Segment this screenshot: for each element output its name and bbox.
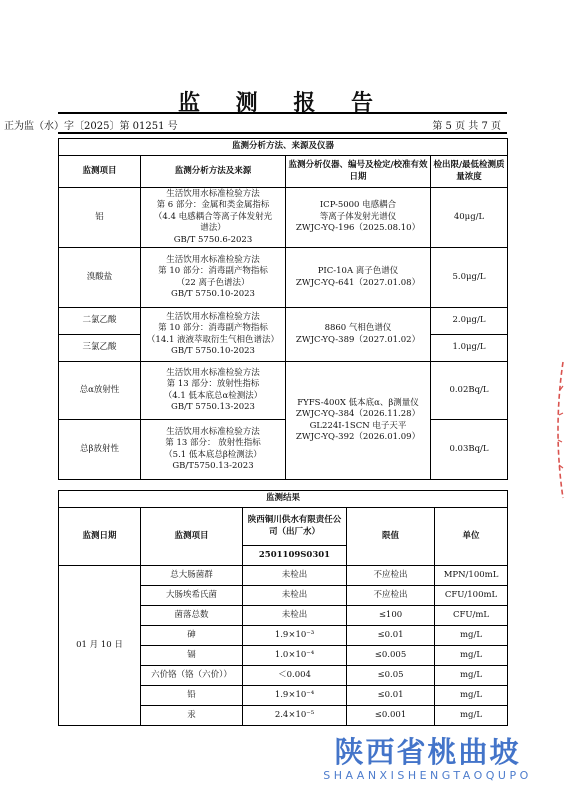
result-limit: ≤100 (347, 606, 435, 626)
result-item: 大肠埃希氏菌 (141, 586, 243, 606)
results-section-title: 监测结果 (59, 491, 508, 508)
result-value: 2.4×10⁻⁵ (243, 706, 347, 726)
result-unit: mg/L (435, 646, 508, 666)
result-value: 1.0×10⁻⁴ (243, 646, 347, 666)
result-unit: mg/L (435, 706, 508, 726)
result-unit: mg/L (435, 666, 508, 686)
result-unit: mg/L (435, 686, 508, 706)
method-instrument: 8860 气相色谱仪 ZWJC-YQ-389（2027.01.02） (286, 308, 431, 362)
methods-section-title: 监测分析方法、来源及仪器 (59, 139, 508, 156)
result-limit: ≤0.005 (347, 646, 435, 666)
result-unit: MPN/100mL (435, 566, 508, 586)
col-header-limit-value: 限值 (347, 508, 435, 566)
method-item: 铝 (59, 188, 141, 248)
result-limit: 不应检出 (347, 566, 435, 586)
result-item: 六价铬（铬（六价）） (141, 666, 243, 686)
result-limit: ≤0.01 (347, 626, 435, 646)
result-limit: ≤0.001 (347, 706, 435, 726)
sample-id: 2501109S0301 (243, 546, 347, 566)
result-item: 镉 (141, 646, 243, 666)
result-value: ＜0.004 (243, 666, 347, 686)
result-limit: ≤0.01 (347, 686, 435, 706)
result-item: 菌落总数 (141, 606, 243, 626)
watermark (290, 730, 565, 782)
result-value: 未检出 (243, 566, 347, 586)
result-item: 铅 (141, 686, 243, 706)
method-instrument: FYFS-400X 低本底α、β测量仪 ZWJC-YQ-384（2026.11.28） GL224I-1SCN 电子天平 ZWJC-YQ-392（2026.01.09） (286, 362, 431, 480)
col-header-unit: 单位 (435, 508, 508, 566)
result-unit: CFU/mL (435, 606, 508, 626)
method-item: 溴酸盐 (59, 248, 141, 308)
result-value: 1.9×10⁻³ (243, 626, 347, 646)
method-limit: 2.0μg/L (431, 308, 508, 335)
result-value: 未检出 (243, 606, 347, 626)
site-name: 陕西铜川供水有限责任公司（出厂水） (243, 508, 347, 546)
header-rule-bottom (58, 132, 507, 134)
method-instrument: ICP-5000 电感耦合 等离子体发射光谱仪 ZWJC-YQ-196（2025.08.10） (286, 188, 431, 248)
result-limit: ≤0.05 (347, 666, 435, 686)
result-value: 1.9×10⁻⁴ (243, 686, 347, 706)
method-limit: 0.02Bq/L (431, 362, 508, 420)
watermark-title: 陕西省桃曲坡 (334, 735, 521, 769)
col-header-date: 监测日期 (59, 508, 141, 566)
method-limit: 5.0μg/L (431, 248, 508, 308)
seal-stamp-edge (549, 360, 565, 500)
document-number: 正为监（水）字〔2025〕第 01251 号 (4, 121, 178, 132)
result-item: 汞 (141, 706, 243, 726)
method-limit: 0.03Bq/L (431, 420, 508, 480)
method-source: 生活饮用水标准检验方法 第 13 部分： 放射性指标 （5.1 低本底总β检测法） GB/T5750.13-2023 (141, 420, 286, 480)
method-item: 三氯乙酸 (59, 335, 141, 362)
col-header-instrument: 监测分析仪器、编号及检定/校准有效日期 (286, 156, 431, 188)
method-source: 生活饮用水标准检验方法 第 13 部分：放射性指标 （4.1 低本底总α检测法） GB/T 5750.13-2023 (141, 362, 286, 420)
result-unit: mg/L (435, 626, 508, 646)
method-source: 生活饮用水标准检验方法 第 6 部分：金属和类金属指标 （4.4 电感耦合等离子体发射光 谱法） GB/T 5750.6-2023 (141, 188, 286, 248)
method-source: 生活饮用水标准检验方法 第 10 部分：消毒副产物指标 （14.1 液液萃取衍生气相色谱法） GB/T 5750.10-2023 (141, 308, 286, 362)
report-title: 监 测 报 告 (178, 90, 387, 116)
methods-table (58, 138, 508, 480)
result-limit: 不应检出 (347, 586, 435, 606)
watermark-subtitle: SHAANXISHENGTAOQUPO (323, 769, 532, 782)
col-header-method: 监测分析方法及来源 (141, 156, 286, 188)
page-info: 第 5 页 共 7 页 (432, 121, 501, 132)
method-item: 总α放射性 (59, 362, 141, 420)
method-item: 二氯乙酸 (59, 308, 141, 335)
method-limit: 1.0μg/L (431, 335, 508, 362)
sampling-date: 01 月 10 日 (59, 566, 141, 726)
result-item: 砷 (141, 626, 243, 646)
results-table (58, 490, 508, 726)
col-header-limit: 检出限/最低检测质量浓度 (431, 156, 508, 188)
result-value: 未检出 (243, 586, 347, 606)
col-header-item: 监测项目 (59, 156, 141, 188)
method-instrument: PIC-10A 离子色谱仪 ZWJC-YQ-641（2027.01.08） (286, 248, 431, 308)
result-unit: CFU/100mL (435, 586, 508, 606)
result-item: 总大肠菌群 (141, 566, 243, 586)
method-item: 总β放射性 (59, 420, 141, 480)
method-limit: 40μg/L (431, 188, 508, 248)
col-header-result-item: 监测项目 (141, 508, 243, 566)
method-source: 生活饮用水标准检验方法 第 10 部分：消毒副产物指标 （22 离子色谱法） GB/T 5750.10-2023 (141, 248, 286, 308)
header-rule-top (58, 112, 507, 114)
